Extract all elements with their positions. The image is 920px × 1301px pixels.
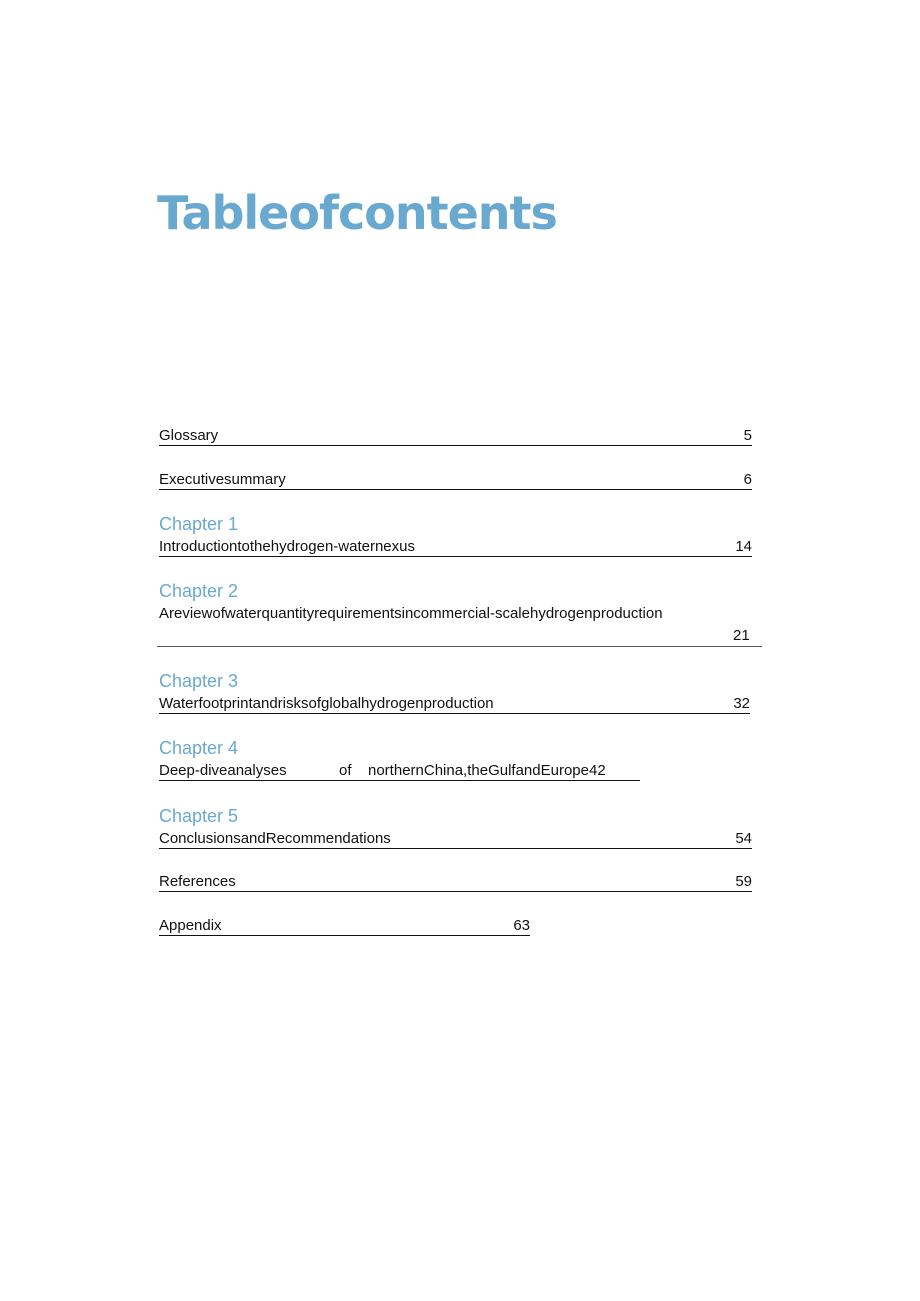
chapter-heading-3: Chapter 3 <box>159 671 239 691</box>
chapter-heading-5: Chapter 5 <box>159 806 239 826</box>
toc-page-number: 63 <box>513 917 530 934</box>
toc-label: Glossary <box>159 427 219 444</box>
toc-label: Introductiontothehydrogen-waternexus <box>159 538 415 555</box>
toc-entry-chapter-4[interactable] <box>159 762 640 781</box>
toc-entry-chapter-3[interactable] <box>159 695 750 714</box>
toc-label: Waterfootprintandrisksofglobalhydrogenproduction <box>159 695 494 712</box>
toc-label-part-1: Deep-diveanalyses <box>159 762 287 779</box>
toc-page-number: 54 <box>735 830 752 847</box>
toc-label: ConclusionsandRecommendations <box>159 830 391 847</box>
toc-page-number: 5 <box>743 427 752 444</box>
toc-entry-references[interactable] <box>159 873 752 892</box>
toc-entry-chapter-1[interactable] <box>159 538 752 557</box>
chapter-heading-2: Chapter 2 <box>159 581 239 601</box>
toc-label-part-3: northernChina,theGulfandEurope42 <box>368 762 606 779</box>
toc-entry-chapter-2-label[interactable]: Areviewofwaterquantityrequirementsincommercial-scalehydrogenproduction <box>159 605 663 622</box>
toc-label-part-2: of <box>339 762 352 779</box>
toc-label: Executivesummary <box>159 471 286 488</box>
chapter-heading-1: Chapter 1 <box>159 514 239 534</box>
toc-page-number: 14 <box>735 538 752 555</box>
toc-entry-glossary[interactable] <box>159 427 752 446</box>
toc-entry-executive-summary[interactable] <box>159 471 752 490</box>
toc-page-number: 6 <box>743 471 752 488</box>
chapter-heading-4: Chapter 4 <box>159 738 239 758</box>
toc-page-number: 59 <box>735 873 752 890</box>
page-title: Tableofcontents <box>157 186 557 240</box>
toc-entry-appendix[interactable] <box>159 917 530 936</box>
toc-label: References <box>159 873 236 890</box>
toc-entry-chapter-2-page[interactable]: 21 <box>733 627 750 644</box>
toc-divider <box>157 646 762 647</box>
toc-entry-chapter-5[interactable] <box>159 830 752 849</box>
toc-label: Appendix <box>159 917 222 934</box>
toc-page-number: 32 <box>733 695 750 712</box>
